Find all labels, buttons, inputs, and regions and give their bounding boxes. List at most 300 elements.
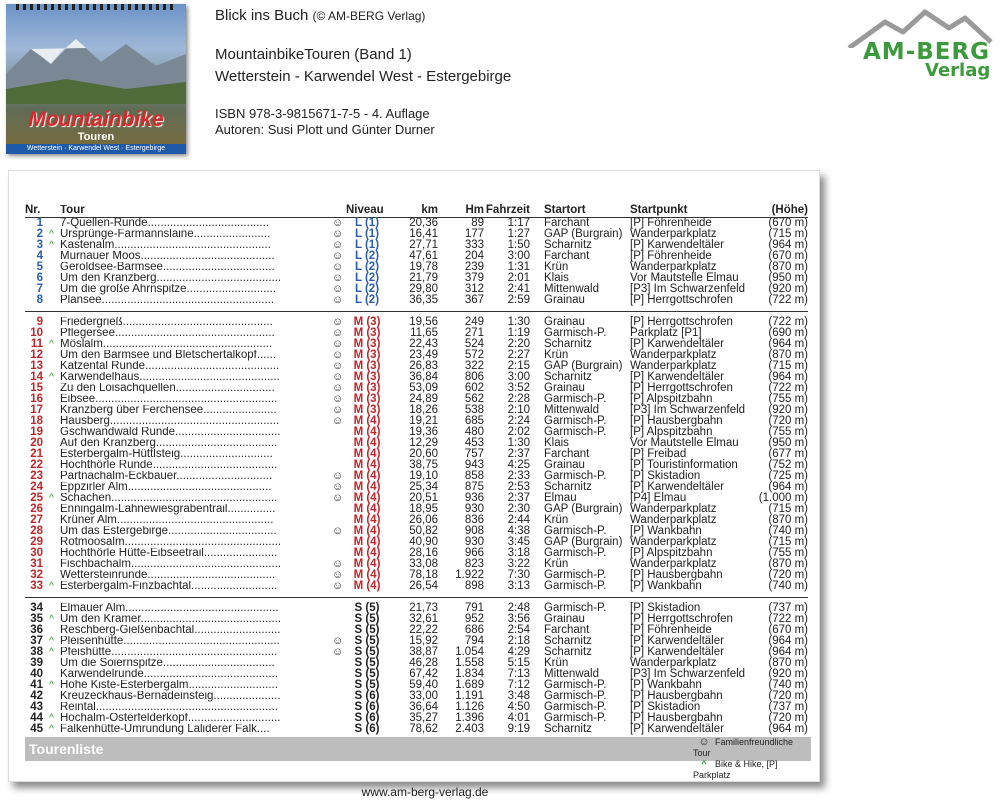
tour-number: 11 <box>30 338 43 350</box>
distance-km: 15,92 <box>409 635 438 647</box>
distance-km: 18,26 <box>409 404 438 416</box>
tour-number: 34 <box>30 602 43 614</box>
start-location: Garmisch-P. <box>544 547 607 559</box>
ride-time: 1:30 <box>507 316 530 328</box>
start-point: [P] Hausbergbahn <box>630 415 723 427</box>
empty-cell <box>43 548 60 559</box>
tour-name: Hochthörle Runde....................................... <box>60 460 278 471</box>
tour-number: 10 <box>30 327 43 339</box>
start-altitude: (964 m) <box>768 723 808 735</box>
distance-km: 78,18 <box>409 569 438 581</box>
start-point: [P] Skistadion <box>630 470 701 482</box>
start-point: Wanderparkplatz <box>630 536 717 548</box>
difficulty-level: M (4) <box>353 481 381 493</box>
elevation-hm: 806 <box>464 371 484 383</box>
start-point: Wanderparkplatz <box>630 514 717 526</box>
start-location: Grainau <box>544 613 585 625</box>
cover-band: Wetterstein · Karwendel West · Estergebirge <box>6 144 186 154</box>
start-point: [P] Skistadion <box>630 602 701 614</box>
ride-time: 2:28 <box>507 393 530 405</box>
empty-cell <box>332 603 346 614</box>
start-location: Farchant <box>544 448 590 460</box>
distance-km: 26,06 <box>409 514 438 526</box>
distance-km: 38,75 <box>409 459 438 471</box>
empty-cell <box>43 295 60 306</box>
tour-number: 21 <box>30 448 43 460</box>
start-altitude: (1.000 m) <box>758 492 808 504</box>
distance-km: 33,00 <box>409 690 438 702</box>
difficulty-level: M (3) <box>353 327 381 339</box>
ride-time: 2:53 <box>507 481 530 493</box>
col-header-km: km <box>388 205 438 218</box>
tour-name: Pflegersee.................................................. <box>60 328 275 339</box>
start-altitude: (870 m) <box>768 514 808 526</box>
tour-name: Ursprünge-Farmannslaine........................ <box>60 229 271 240</box>
difficulty-level: S (5) <box>354 613 380 625</box>
empty-cell <box>332 669 346 680</box>
empty-cell <box>43 691 60 702</box>
empty-cell <box>332 438 346 449</box>
difficulty-level: S (5) <box>354 657 380 669</box>
difficulty-level: S (6) <box>354 723 380 735</box>
elevation-hm: 757 <box>464 448 484 460</box>
start-altitude: (737 m) <box>768 701 808 713</box>
ride-time: 2:18 <box>507 635 530 647</box>
start-point: [P] Karwendeltäler <box>630 239 724 251</box>
tour-name: Katzental Runde.......................................... <box>60 361 280 372</box>
difficulty-level: S (5) <box>354 635 380 647</box>
table-row <box>25 581 808 592</box>
tour-number: 16 <box>30 393 43 405</box>
tour-name: Geroldsee-Barmsee................................... <box>60 262 275 273</box>
footer-title: Tourenliste <box>29 741 104 757</box>
tour-name: Kastenalm................................................. <box>60 240 271 251</box>
start-point: [P4] Elmau <box>630 492 687 504</box>
distance-km: 78,62 <box>409 723 438 735</box>
difficulty-level: M (4) <box>353 569 381 581</box>
difficulty-level: S (5) <box>354 679 380 691</box>
difficulty-level: M (3) <box>353 382 381 394</box>
distance-km: 20,51 <box>409 492 438 504</box>
tour-number: 1 <box>36 217 43 229</box>
family-icon: ☺ <box>332 415 344 427</box>
tour-name: Um den Barmsee und Bletschertalkopf...... <box>60 350 277 361</box>
difficulty-level: M (4) <box>353 492 381 504</box>
ride-time: 3:00 <box>507 371 530 383</box>
bike-hike-icon: ^ <box>49 713 54 724</box>
distance-km: 21,73 <box>409 602 438 614</box>
elevation-hm: 898 <box>464 580 484 592</box>
family-icon: ☺ <box>332 327 344 339</box>
ride-time: 2:01 <box>507 272 530 284</box>
start-altitude: (715 m) <box>768 503 808 515</box>
family-icon: ☺ <box>332 404 344 416</box>
empty-cell <box>43 251 60 262</box>
distance-km: 26,54 <box>409 580 438 592</box>
start-location: GAP (Burgrain) <box>544 360 623 372</box>
ride-time: 3:18 <box>507 547 530 559</box>
book-title: MountainbikeTouren (Band 1) <box>215 46 412 63</box>
elevation-hm: 1.689 <box>455 679 484 691</box>
start-point: [P] Karwendeltäler <box>630 338 724 350</box>
distance-km: 19,36 <box>409 426 438 438</box>
empty-cell <box>43 262 60 273</box>
start-point: Parkplatz [P1] <box>630 327 702 339</box>
difficulty-level: M (4) <box>353 470 381 482</box>
difficulty-level: M (4) <box>353 426 381 438</box>
ride-time: 1:17 <box>507 217 530 229</box>
difficulty-level: S (5) <box>354 646 380 658</box>
tour-name: Hochthörle Hütte-Eibseetrail....................... <box>60 548 278 559</box>
bike-hike-icon: ^ <box>49 680 54 691</box>
family-icon: ☺ <box>332 217 344 229</box>
empty-cell <box>43 328 60 339</box>
family-icon: ☺ <box>332 558 344 570</box>
start-point: Vor Mautstelle Elmau <box>630 272 739 284</box>
elevation-hm: 836 <box>464 514 484 526</box>
elevation-hm: 322 <box>464 360 484 372</box>
tour-name: Kreuzeckhaus-Bernadeinsteig..................... <box>60 691 281 702</box>
table-header-row <box>25 205 808 218</box>
start-location: Farchant <box>544 250 590 262</box>
tour-number: 45 <box>30 723 43 735</box>
tour-number: 3 <box>36 239 43 251</box>
legend-family <box>693 737 811 759</box>
start-altitude: (740 m) <box>768 679 808 691</box>
empty-cell <box>43 427 60 438</box>
start-altitude: (950 m) <box>768 272 808 284</box>
ride-time: 2:59 <box>507 294 530 306</box>
difficulty-level: M (4) <box>353 415 381 427</box>
tour-name: Elmauer Alm................................................ <box>60 603 279 614</box>
am-berg-logo[interactable] <box>845 8 995 88</box>
website-url[interactable]: www.am-berg-verlag.de <box>361 785 489 799</box>
elevation-hm: 1.126 <box>455 701 484 713</box>
ride-time: 2:15 <box>507 360 530 372</box>
start-location: Grainau <box>544 382 585 394</box>
bike-hike-icon: ^ <box>49 372 54 383</box>
tour-name: Kranzberg über Ferchensee....................... <box>60 405 277 416</box>
tour-name: Hohe Kiste-Esterbergalm............................ <box>60 680 278 691</box>
bike-hike-icon: ^ <box>49 493 54 504</box>
tour-number: 38 <box>30 646 43 658</box>
start-location: Mittenwald <box>544 283 599 295</box>
elevation-hm: 858 <box>464 470 484 482</box>
tour-name: Esterbergalm-Hüttlsteig............................. <box>60 449 273 460</box>
difficulty-level: M (3) <box>353 360 381 372</box>
family-icon: ☺ <box>332 272 344 284</box>
start-location: Garmisch-P. <box>544 470 607 482</box>
start-altitude: (752 m) <box>768 459 808 471</box>
difficulty-level: L (2) <box>354 272 380 284</box>
col-header-nr: Nr. <box>25 205 43 218</box>
bike-hike-icon: ^ <box>49 636 54 647</box>
distance-km: 19,56 <box>409 316 438 328</box>
difficulty-level: L (1) <box>354 217 380 229</box>
ride-time: 4:29 <box>507 646 530 658</box>
start-altitude: (720 m) <box>768 712 808 724</box>
header-preview-label: Blick ins Buch <box>215 7 309 24</box>
elevation-hm: 1.558 <box>455 657 484 669</box>
tour-name: Eibsee......................................................... <box>60 394 278 405</box>
difficulty-level: M (3) <box>353 338 381 350</box>
tour-name: Zu den Loisachquellen............................... <box>60 383 275 394</box>
start-altitude: (964 m) <box>768 646 808 658</box>
tour-number: 30 <box>30 547 43 559</box>
ride-time: 7:30 <box>507 569 530 581</box>
distance-km: 28,16 <box>409 547 438 559</box>
ride-time: 9:19 <box>507 723 530 735</box>
ride-time: 2:37 <box>507 492 530 504</box>
ride-time: 4:38 <box>507 525 530 537</box>
difficulty-level: M (4) <box>353 536 381 548</box>
tour-number: 35 <box>30 613 43 625</box>
ride-time: 1:30 <box>507 437 530 449</box>
elevation-hm: 602 <box>464 382 484 394</box>
family-icon: ☺ <box>698 736 710 748</box>
start-altitude: (964 m) <box>768 371 808 383</box>
ride-time: 2:24 <box>507 415 530 427</box>
tour-number: 2 <box>36 228 43 240</box>
start-point: [P] Wankbahn <box>630 525 702 537</box>
elevation-hm: 1.834 <box>455 668 484 680</box>
start-point: [P] Freibad <box>630 448 687 460</box>
tour-number: 32 <box>30 569 43 581</box>
elevation-hm: 685 <box>464 415 484 427</box>
family-icon: ☺ <box>332 382 344 394</box>
start-altitude: (670 m) <box>768 624 808 636</box>
start-location: Krün <box>544 558 569 570</box>
difficulty-level: S (6) <box>354 701 380 713</box>
ride-time: 2:27 <box>507 349 530 361</box>
elevation-hm: 204 <box>464 250 484 262</box>
start-altitude: (690 m) <box>768 327 808 339</box>
header-copyright: (© AM-BERG Verlag) <box>312 9 426 23</box>
start-location: Garmisch-P. <box>544 415 607 427</box>
tour-number: 7 <box>36 283 43 295</box>
start-location: Krün <box>544 514 569 526</box>
empty-cell <box>332 680 346 691</box>
difficulty-level: M (3) <box>353 371 381 383</box>
tour-number: 4 <box>36 250 43 262</box>
distance-km: 20,36 <box>409 217 438 229</box>
family-icon: ☺ <box>332 492 344 504</box>
distance-km: 35,27 <box>409 712 438 724</box>
tour-number: 27 <box>30 514 43 526</box>
distance-km: 19,21 <box>409 415 438 427</box>
family-icon: ☺ <box>332 360 344 372</box>
ride-time: 2:02 <box>507 426 530 438</box>
family-icon: ☺ <box>332 580 344 592</box>
tour-name: Hausberg..................................................... <box>60 416 280 427</box>
start-altitude: (737 m) <box>768 602 808 614</box>
start-location: Krün <box>544 261 569 273</box>
start-location: Scharnitz <box>544 723 592 735</box>
family-icon: ☺ <box>332 261 344 273</box>
start-location: Krün <box>544 657 569 669</box>
elevation-hm: 1.191 <box>455 690 484 702</box>
distance-km: 22,43 <box>409 338 438 350</box>
elevation-hm: 249 <box>464 316 484 328</box>
difficulty-level: M (4) <box>353 558 381 570</box>
tour-number: 12 <box>30 349 43 361</box>
difficulty-level: M (3) <box>353 349 381 361</box>
ride-time: 2:54 <box>507 624 530 636</box>
start-location: Garmisch-P. <box>544 701 607 713</box>
elevation-hm: 572 <box>464 349 484 361</box>
spiral-binding <box>16 4 176 10</box>
elevation-hm: 966 <box>464 547 484 559</box>
start-altitude: (715 m) <box>768 228 808 240</box>
start-point: [P] Alpspitzbahn <box>630 426 713 438</box>
family-icon: ☺ <box>332 338 344 350</box>
empty-cell <box>43 449 60 460</box>
tour-number: 9 <box>36 316 43 328</box>
empty-cell <box>332 504 346 515</box>
empty-cell <box>43 218 60 230</box>
start-location: Garmisch-P. <box>544 327 607 339</box>
mountain-illustration <box>6 34 186 104</box>
difficulty-level: L (2) <box>354 283 380 295</box>
difficulty-level: S (6) <box>354 690 380 702</box>
col-header-hoehe: (Höhe) <box>758 205 808 218</box>
family-icon: ☺ <box>332 470 344 482</box>
difficulty-level: S (5) <box>354 602 380 614</box>
elevation-hm: 930 <box>464 536 484 548</box>
start-altitude: (755 m) <box>768 547 808 559</box>
start-altitude: (755 m) <box>768 426 808 438</box>
tour-name: Partnachalm-Eckbauer.............................. <box>60 471 273 482</box>
start-location: Elmau <box>544 492 577 504</box>
empty-cell <box>332 713 346 724</box>
start-altitude: (720 m) <box>768 415 808 427</box>
family-icon: ☺ <box>332 294 344 306</box>
tour-name: Reschberg-Gießenbachtal........................... <box>60 625 281 636</box>
elevation-hm: 875 <box>464 481 484 493</box>
tour-name: Reintal......................................................... <box>60 702 278 713</box>
empty-cell <box>332 702 346 713</box>
header-line1 <box>215 7 425 24</box>
distance-km: 19,78 <box>409 261 438 273</box>
ride-time: 3:22 <box>507 558 530 570</box>
start-location: Grainau <box>544 294 585 306</box>
tour-name: Schachen.................................................... <box>60 493 278 504</box>
tour-table <box>25 205 808 735</box>
ride-time: 7:13 <box>507 668 530 680</box>
family-icon: ☺ <box>332 349 344 361</box>
distance-km: 36,35 <box>409 294 438 306</box>
difficulty-level: M (3) <box>353 316 381 328</box>
ride-time: 2:20 <box>507 338 530 350</box>
table-body <box>25 218 808 736</box>
tour-name: Esterbergalm-Finzbachtal........................... <box>60 581 278 592</box>
start-point: [P] Hausbergbahn <box>630 690 723 702</box>
tour-name: Um die große Ahrnspitze............................ <box>60 284 277 295</box>
empty-cell <box>43 504 60 515</box>
empty-cell <box>43 669 60 680</box>
start-point: [P] Wankbahn <box>630 580 702 592</box>
start-point: Wanderparkplatz <box>630 261 717 273</box>
col-header-fahrzeit: Fahrzeit <box>485 204 530 216</box>
empty-cell <box>43 317 60 328</box>
ride-time: 3:56 <box>507 613 530 625</box>
start-altitude: (722 m) <box>768 316 808 328</box>
start-altitude: (740 m) <box>768 580 808 592</box>
start-location: Garmisch-P. <box>544 393 607 405</box>
start-point: Wanderparkplatz <box>630 503 717 515</box>
start-point: [P] Karwendeltäler <box>630 646 724 658</box>
start-location: Scharnitz <box>544 371 592 383</box>
tour-number: 36 <box>30 624 43 636</box>
family-icon: ☺ <box>332 635 344 647</box>
distance-km: 50,82 <box>409 525 438 537</box>
start-location: Farchant <box>544 217 590 229</box>
start-location: Garmisch-P. <box>544 602 607 614</box>
elevation-hm: 562 <box>464 393 484 405</box>
start-point: [P] Hausbergbahn <box>630 569 723 581</box>
elevation-hm: 1.922 <box>455 569 484 581</box>
elevation-hm: 930 <box>464 503 484 515</box>
elevation-hm: 312 <box>464 283 484 295</box>
start-altitude: (870 m) <box>768 558 808 570</box>
ride-time: 1:27 <box>507 228 530 240</box>
elevation-hm: 1.396 <box>455 712 484 724</box>
empty-cell <box>43 625 60 636</box>
difficulty-level: S (6) <box>354 712 380 724</box>
bike-hike-icon: ^ <box>49 229 54 240</box>
empty-cell <box>332 449 346 460</box>
elevation-hm: 538 <box>464 404 484 416</box>
tour-number: 42 <box>30 690 43 702</box>
elevation-hm: 333 <box>464 239 484 251</box>
start-altitude: (964 m) <box>768 635 808 647</box>
start-location: Grainau <box>544 316 585 328</box>
elevation-hm: 686 <box>464 624 484 636</box>
cover-subtitle: Touren <box>77 131 115 143</box>
family-icon: ☺ <box>332 393 344 405</box>
start-point: [P3] Im Schwarzenfeld <box>630 404 746 416</box>
start-location: Mittenwald <box>544 668 599 680</box>
empty-cell <box>332 724 346 735</box>
start-point: Wanderparkplatz <box>630 349 717 361</box>
family-icon: ☺ <box>332 283 344 295</box>
family-icon: ☺ <box>332 239 344 251</box>
ride-time: 2:33 <box>507 470 530 482</box>
empty-cell <box>43 515 60 526</box>
difficulty-level: S (5) <box>354 624 380 636</box>
ride-time: 1:19 <box>507 327 530 339</box>
start-location: Garmisch-P. <box>544 712 607 724</box>
start-point: Vor Mautstelle Elmau <box>630 437 739 449</box>
table-row <box>25 295 808 306</box>
bike-hike-icon: ^ <box>49 339 54 350</box>
family-icon: ☺ <box>332 316 344 328</box>
start-location: Scharnitz <box>544 239 592 251</box>
start-point: [P] Föhrenheide <box>630 624 712 636</box>
start-altitude: (870 m) <box>768 349 808 361</box>
distance-km: 67,42 <box>409 668 438 680</box>
ride-time: 4:25 <box>507 459 530 471</box>
ride-time: 2:10 <box>507 404 530 416</box>
empty-cell <box>332 658 346 669</box>
empty-cell <box>43 361 60 372</box>
distance-km: 32,61 <box>409 613 438 625</box>
empty-cell <box>332 427 346 438</box>
ride-time: 2:41 <box>507 283 530 295</box>
tour-name: Eppzirler Alm............................................. <box>60 482 272 493</box>
difficulty-level: L (1) <box>354 228 380 240</box>
tour-number: 26 <box>30 503 43 515</box>
